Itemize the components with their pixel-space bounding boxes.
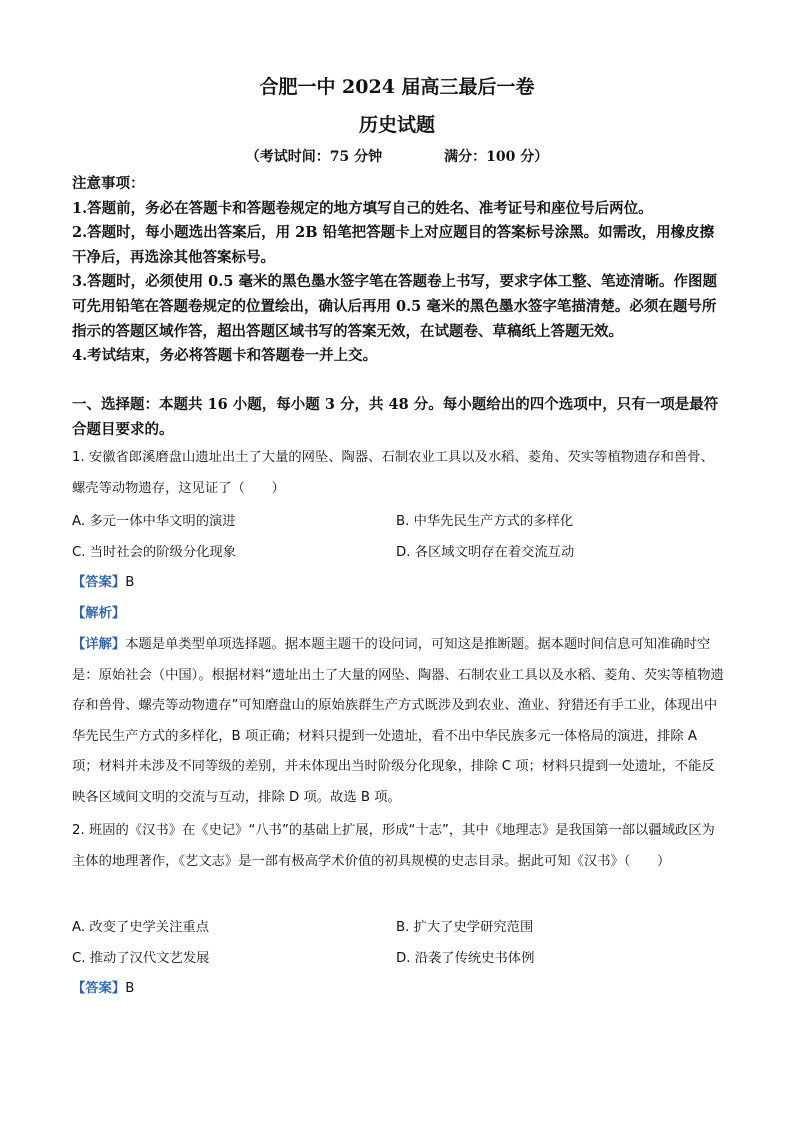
- exam-subtitle: 历史试题: [358, 114, 435, 136]
- detail-text: 本题是单类型单项选择题。据本题主题干的设问词，可知这是推断题。据本题时间信息可知准确时空是：原始社会（中国）。根据材料“遗址出土了大量的网坠、陶器、石制农业工具以及水稻、菱角、芡实等植物遗存和兽骨、螺壳等动物遗存”可知磨盘山的原始族群生产方式既涉及到农业、渔业、狩猎还有手工业，体现出中华先民生产方式的多样化，B 项正确；材料只提到一处遗址，看不出中华民族多元一体格局的演进，排除 A 项；材料并未涉及不同等级的差别，并未体现出当时阶级分化现象，排除 C 项；材料只提到一处遗址，不能反映各区域间文明的交流与互动，排除 D 项。故选 B 项。: [72, 637, 724, 805]
- question-2-stem: 2. 班固的《汉书》在《史记》“八书”的基础上扩展，形成“十志”，其中《地理志》是我国第一部以疆域政区为主体的地理著作，《艺文志》是一部有极高学术价值的初具规模的史志目录。据此可知《汉书》（ ）: [72, 823, 715, 869]
- analysis-label: 【解析】: [72, 606, 126, 621]
- question-1-option-b[interactable]: B. 中华先民生产方式的多样化: [396, 514, 574, 529]
- question-2-stem-block: [72, 816, 724, 877]
- question-1-option-c[interactable]: C. 当时社会的阶级分化现象: [72, 545, 237, 560]
- exam-meta: [0, 146, 794, 166]
- section-heading: 一、选择题：本题共 16 小题，每小题 3 分，共 48 分。每小题给出的四个选项中，只有一项是最符合题目要求的。: [72, 396, 719, 438]
- notes-heading: 注意事项：: [72, 175, 145, 192]
- exam-score: 满分：100 分）: [444, 149, 549, 165]
- section-heading-block: [72, 393, 724, 442]
- question-1-answer: [72, 571, 134, 590]
- note-item: 2.答题时，每小题选出答案后，用 2B 铅笔把答题卡上对应题目的答案标号涂黑。如需改，用橡皮擦干净后，再选涂其他答案标号。: [72, 224, 715, 266]
- question-2-option-d[interactable]: D. 沿袭了传统史书体例: [396, 951, 535, 966]
- exam-time: （考试时间：75 分钟: [245, 149, 383, 165]
- answer-label: 【答案】: [72, 575, 126, 590]
- note-item: 4.考试结束，务必将答题卡和答题卷一并上交。: [72, 347, 378, 365]
- answer-value: B: [125, 575, 135, 590]
- question-2-option-a[interactable]: A. 改变了史学关注重点: [72, 920, 209, 935]
- note-item: 3.答题时，必须使用 0.5 毫米的黑色墨水签字笔在答题卷上书写，要求字体工整、笔迹清晰。作图题可先用铅笔在答题卷规定的位置绘出，确认后再用 0.5 毫米的黑色墨水签字笔描清楚。必须在题号所指示的答题区域作答，超出答题区域书写的答案无效，在试题卷、草稿纸上答题无效。: [72, 273, 717, 340]
- question-1-detail: [72, 630, 724, 813]
- question-1-stem: 1. 安徽省郎溪磨盘山遗址出土了大量的网坠、陶器、石制农业工具以及水稻、菱角、芡实等植物遗存和兽骨、螺壳等动物遗存，这见证了（ ）: [72, 450, 714, 496]
- answer-label: 【答案】: [72, 981, 126, 996]
- exam-title: 合肥一中 2024 届高三最后一卷: [259, 76, 535, 98]
- detail-label: 【详解】: [72, 637, 126, 652]
- question-1-analysis-heading: [72, 602, 125, 621]
- question-2-answer: [72, 977, 134, 996]
- question-1-option-a[interactable]: A. 多元一体中华文明的演进: [72, 514, 236, 529]
- question-1-option-d[interactable]: D. 各区域文明存在着交流互动: [396, 545, 575, 560]
- note-item: 1.答题前，务必在答题卡和答题卷规定的地方填写自己的姓名、准考证号和座位号后两位。: [72, 199, 653, 217]
- question-1-stem-block: [72, 443, 724, 504]
- question-2-option-b[interactable]: B. 扩大了史学研究范围: [396, 920, 534, 935]
- answer-value: B: [125, 981, 135, 996]
- notes-block: [72, 172, 724, 369]
- question-2-option-c[interactable]: C. 推动了汉代文艺发展: [72, 951, 210, 966]
